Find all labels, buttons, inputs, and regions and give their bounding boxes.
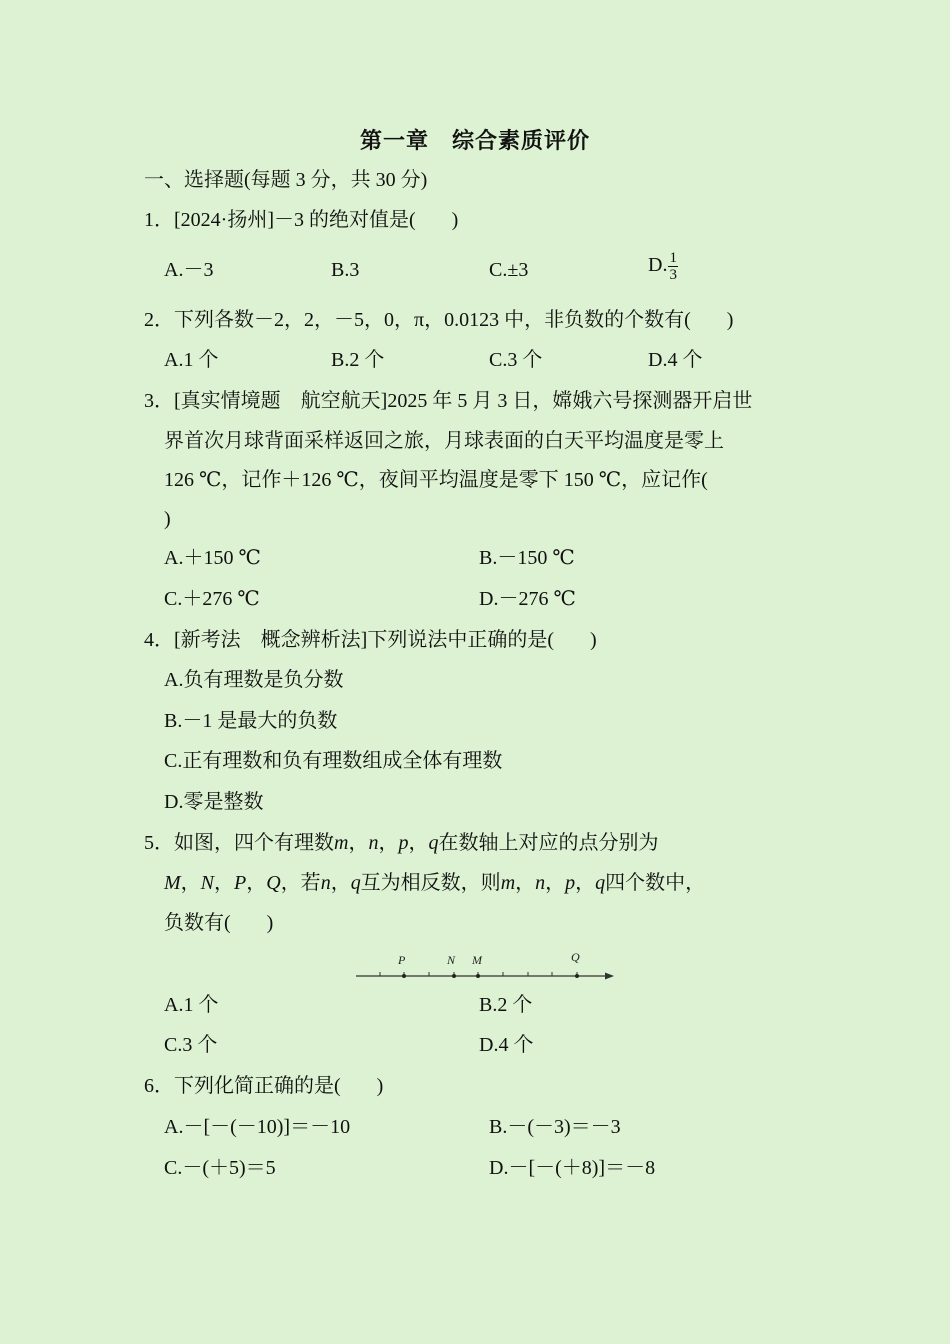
var-p: p [565,872,576,894]
q5-text: 5．如图，四个有理数 [144,832,334,854]
var-q: q [595,872,606,894]
question-3-line-2: 界首次月球背面采样返回之旅，月球表面的白天平均温度是零上 [164,430,724,452]
var-q: q [350,872,361,894]
var-p: p [398,832,409,854]
q1-option-d [648,250,678,283]
q5-option-d: D.4 个 [479,1034,534,1056]
fraction-one-third [668,250,678,283]
q5-sep: ， [214,872,235,894]
q5-option-a: A.1 个 [164,994,219,1016]
number-line-arrow-icon [605,973,614,980]
question-5-line-3 [164,909,273,937]
q5-sep: ， [575,872,596,894]
q5-text: 四个数中， [605,872,706,894]
number-line-point-m [476,974,480,978]
q5-sep: ， [348,832,369,854]
q5-text: 互为相反数，则 [360,872,501,894]
q1-option-d-label: D. [648,254,668,277]
point-Q: Q [266,872,281,894]
number-line-label-m: M [472,953,482,967]
question-1 [144,206,458,234]
number-line-point-n [452,974,456,978]
q5-sep: ， [246,872,267,894]
point-P: P [234,872,247,894]
q4-option-b: B.－1 是最大的负数 [164,710,338,732]
q3-option-a: A.＋150 ℃ [164,547,261,569]
q5-sep: ， [180,872,201,894]
var-m: m [334,832,349,854]
number-line-figure [350,948,620,984]
page-title: 第一章 综合素质评价 [359,128,590,153]
point-N: N [200,872,215,894]
question-4 [144,626,597,654]
var-n: n [368,832,379,854]
fraction-numerator: 1 [669,250,677,266]
q5-sep: ， [408,832,429,854]
number-line-point-q [575,974,579,978]
q2-option-b: B.2 个 [331,349,385,371]
q6-option-b: B.－(－3)＝－3 [489,1116,621,1138]
point-M: M [164,872,181,894]
q5-sep: ， [515,872,536,894]
q2-option-c: C.3 个 [489,349,543,371]
q5-text: 负数有( [164,912,231,934]
question-3-line-3: 126 ℃，记作＋126 ℃，夜间平均温度是零下 150 ℃，应记作( [164,469,708,491]
question-5-line-2 [164,869,705,897]
q6-option-c: C.－(＋5)＝5 [164,1157,276,1179]
number-line-label-n: N [447,953,456,967]
section-heading: 一、选择题(每题 3 分，共 30 分) [144,169,428,191]
q1-option-a: A.－3 [164,259,214,281]
q4-option-a: A.负有理数是负分数 [164,669,344,691]
question-1-stem: 1．[2024·扬州]－3 的绝对值是( [144,209,416,231]
var-m: m [500,872,516,894]
question-2-close: ) [726,309,734,331]
q1-option-b: B.3 [331,259,360,281]
question-6-close: ) [376,1075,384,1097]
q3-option-c: C.＋276 ℃ [164,588,260,610]
q4-option-d: D.零是整数 [164,791,264,813]
question-5-line-1 [144,829,658,857]
question-3-line-1: 3．[真实情境题 航空航天]2025 年 5 月 3 日，嫦娥六号探测器开启世 [144,390,753,412]
q5-sep: ， [330,872,351,894]
number-line-label-p: P [398,953,406,967]
q5-sep: ， [545,872,566,894]
q3-option-b: B.－150 ℃ [479,547,575,569]
question-2 [144,306,733,334]
number-line-point-p [402,974,406,978]
q5-option-b: B.2 个 [479,994,533,1016]
question-4-stem: 4．[新考法 概念辨析法]下列说法中正确的是( [144,629,554,651]
question-6-stem: 6．下列化简正确的是( [144,1075,341,1097]
question-3-line-4: ) [164,508,171,530]
q2-option-a: A.1 个 [164,349,219,371]
q4-option-c: C.正有理数和负有理数组成全体有理数 [164,750,503,772]
q1-option-c: C.±3 [489,259,529,281]
var-q: q [428,832,439,854]
question-4-close: ) [589,629,597,651]
var-n: n [535,872,546,894]
number-line-label-q: Q [571,950,580,964]
question-5-close: ) [266,912,274,934]
q5-text: 在数轴上对应的点分别为 [438,832,659,854]
q3-option-d: D.－276 ℃ [479,588,576,610]
q5-option-c: C.3 个 [164,1034,218,1056]
q5-text: ，若 [280,872,321,894]
question-6 [144,1072,383,1100]
fraction-denominator: 3 [669,267,677,283]
q5-sep: ， [378,832,399,854]
var-n: n [320,872,331,894]
question-1-close: ) [451,209,459,231]
question-2-stem: 2．下列各数－2，2，－5，0，π，0.0123 中，非负数的个数有( [144,309,691,331]
q6-option-d: D.－[－(＋8)]＝－8 [489,1157,656,1179]
q2-option-d: D.4 个 [648,349,703,371]
q6-option-a: A.－[－(－10)]＝－10 [164,1116,351,1138]
